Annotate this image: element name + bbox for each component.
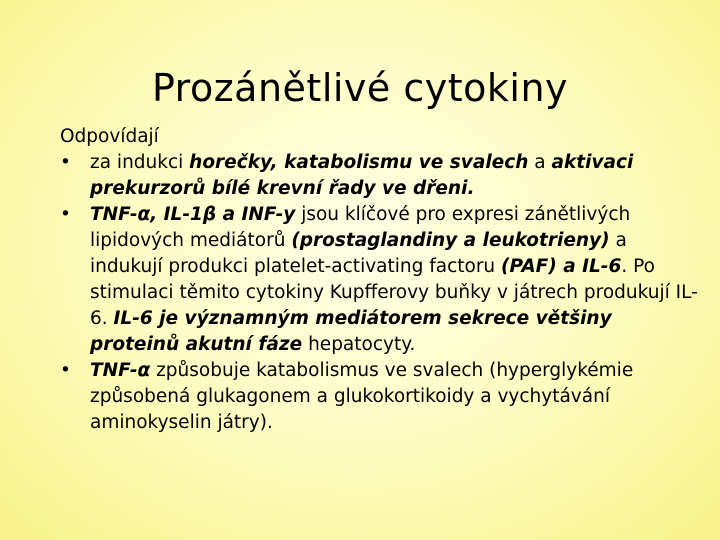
text-run-emphasis: (PAF) a IL-6: [501, 256, 622, 277]
text-run: způsobuje katabolismus ve svalech (hyperglykémie způsobená glukagonem a glukokortikoidy a vychytávání aminokyselin játry).: [90, 360, 634, 433]
bullet-list: [60, 150, 700, 436]
text-run-emphasis: IL-6 je významným mediátorem sekrece většiny proteinů akutní fáze: [90, 308, 612, 355]
text-run-emphasis: TNF-α: [90, 360, 151, 381]
text-run-emphasis: TNF-α, IL-1β a INF-y: [90, 204, 296, 225]
slide-title: Prozánětlivé cytokiny: [151, 66, 569, 110]
intro-text: Odpovídají: [60, 126, 159, 147]
text-run: a: [528, 152, 552, 173]
text-run-emphasis: horečky, katabolismu ve svalech: [189, 152, 529, 173]
bullet-item-mediators: [60, 202, 700, 358]
bullet-item-catabolism: [60, 358, 700, 436]
bullet-item-fever: [60, 150, 700, 202]
text-run: jsou klíčové pro expresi zánětlivých lipidových mediátorů: [90, 204, 631, 251]
text-run: a indukují produkci platelet-activating factoru: [90, 230, 627, 277]
text-run-emphasis: (prostaglandiny a leukotrieny): [291, 230, 610, 251]
text-run: za indukci: [90, 152, 190, 173]
text-run: hepatocyty.: [302, 334, 416, 355]
slide-body: [60, 124, 700, 436]
text-run-emphasis: aktivaci prekurzorů bílé krevní řady ve dřeni.: [90, 152, 634, 199]
text-run: . Po stimulaci těmito cytokiny Kupfferovy buňky v játrech produkují IL-6.: [90, 256, 698, 329]
